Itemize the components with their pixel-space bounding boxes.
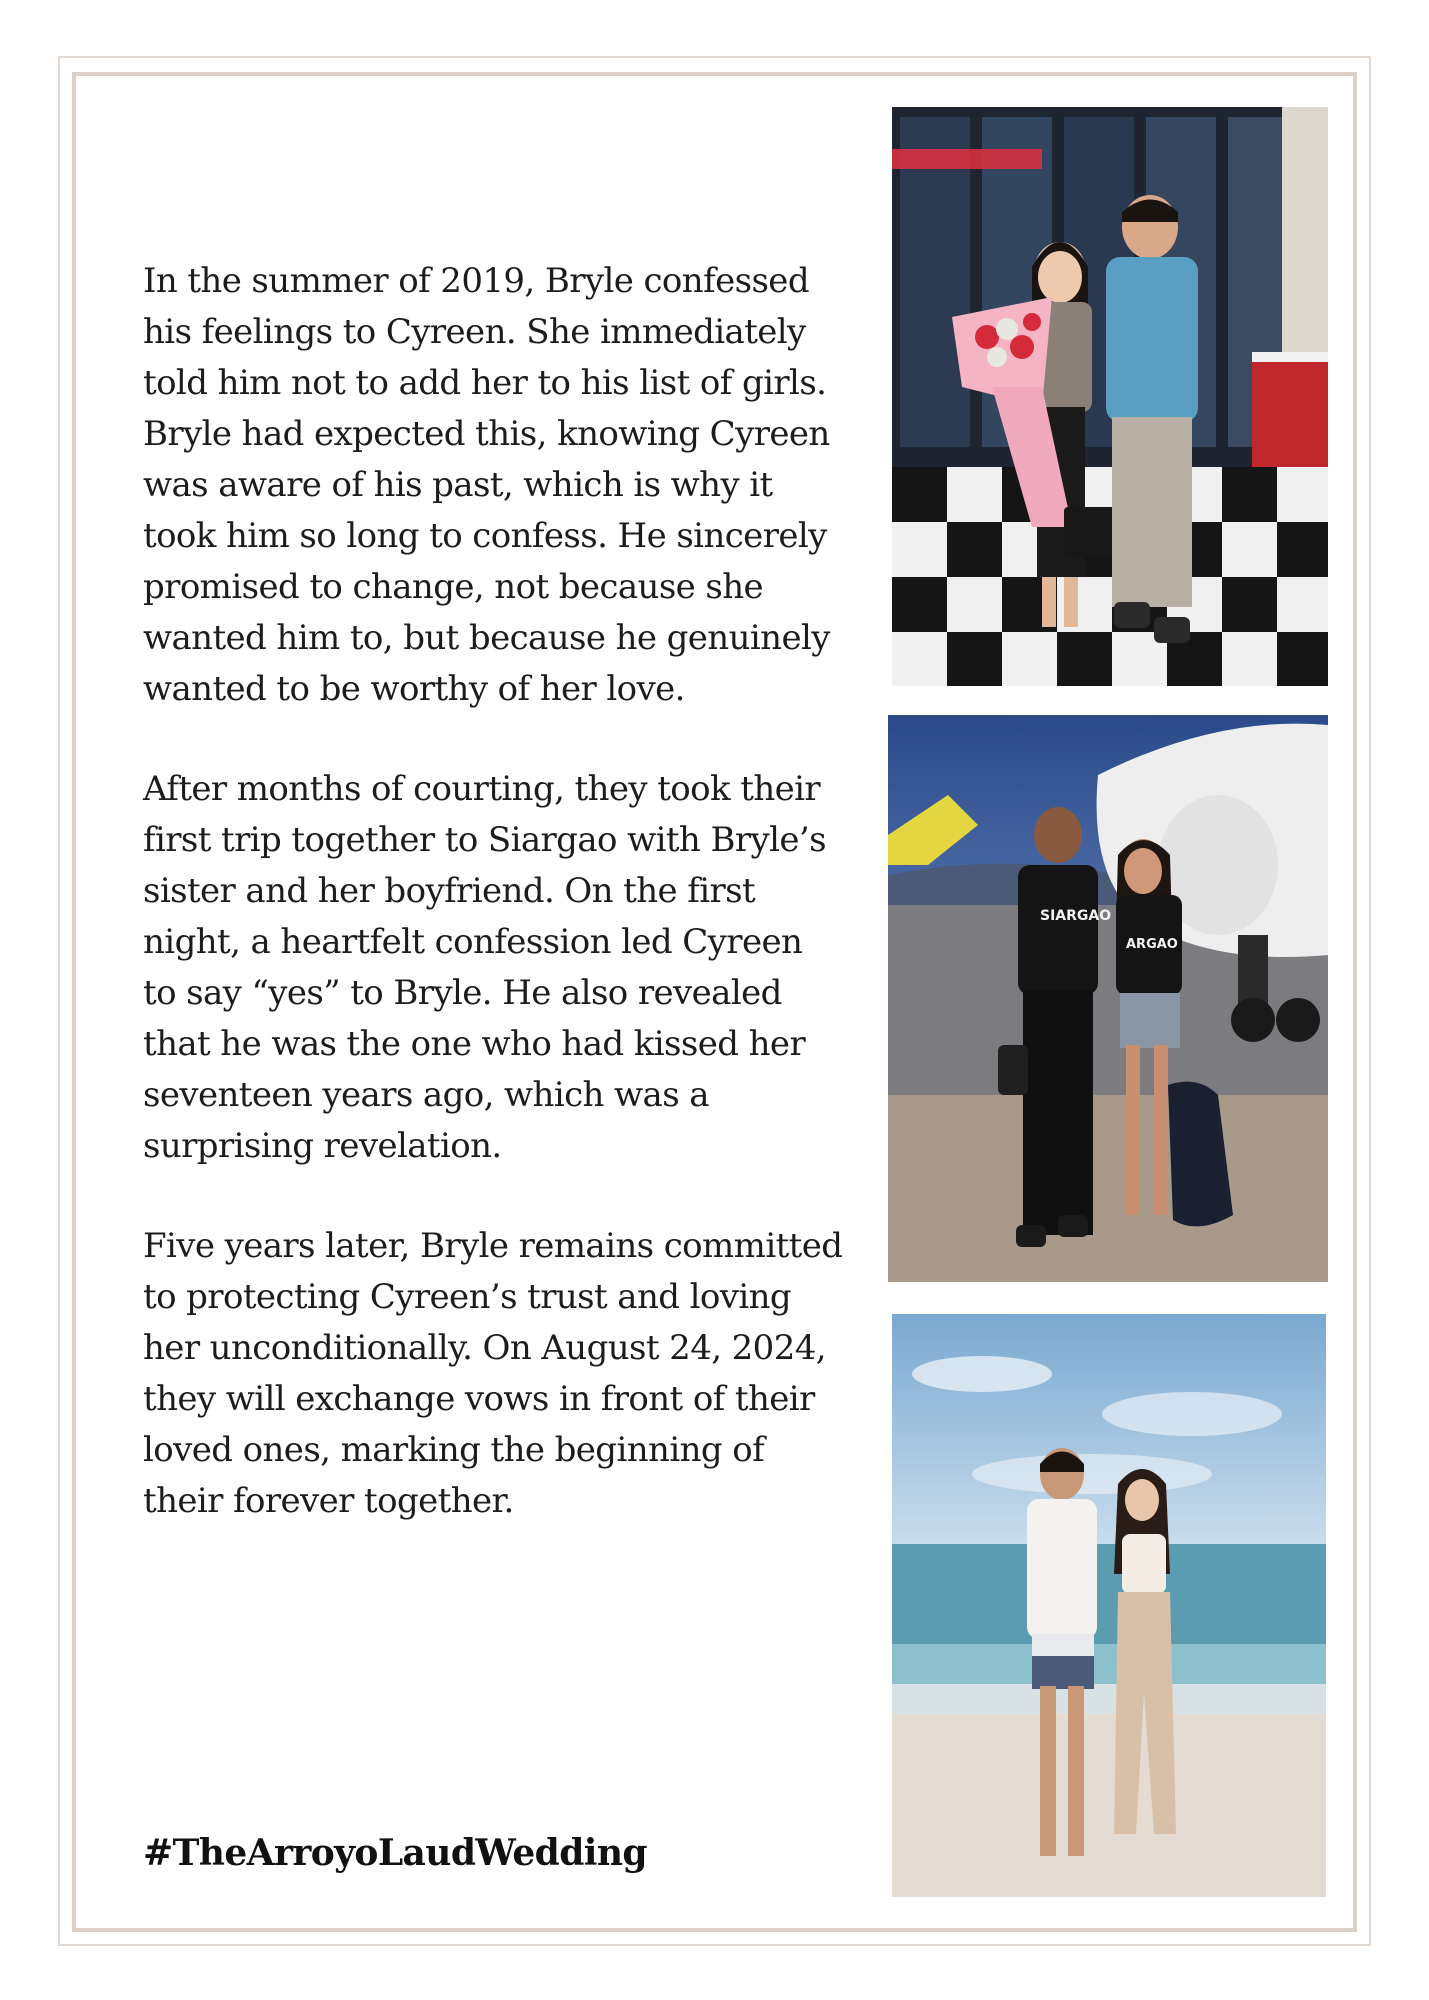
wedding-hashtag: #TheArroyoLaudWedding <box>143 1832 647 1874</box>
shirt-text-siargao-1: SIARGAO <box>1040 908 1112 924</box>
story-paragraph-2: After months of courting, they took their first trip together to Siargao with Bryle’s sister and her boyfriend. On the first night, a heartfelt confession led Cyreen to say “yes” to Bryle. He also revealed that he was the one who had kissed her seventeen years ago, which was a surprising revelation. <box>143 769 826 1166</box>
photo-restaurant-couple <box>892 107 1328 686</box>
shirt-text-siargao-2: ARGAO <box>1126 937 1178 952</box>
story-paragraph-1: In the summer of 2019, Bryle confessed his feelings to Cyreen. She immediately told him not to add her to his list of girls. Bryle had expected this, knowing Cyreen was aware of his past, which is why it took him so long to confess. He sincerely promised to change, not because she wanted him to, but because he genuinely wanted to be worthy of her love. <box>143 261 830 709</box>
story-text <box>143 256 843 1576</box>
story-paragraph-3: Five years later, Bryle remains committed to protecting Cyreen’s trust and loving her unconditionally. On August 24, 2024, they will exchange vows in front of their loved ones, marking the beginning of their forever together. <box>143 1226 843 1521</box>
photo-beach-couple <box>892 1314 1326 1897</box>
photo-airport-couple <box>888 715 1328 1282</box>
